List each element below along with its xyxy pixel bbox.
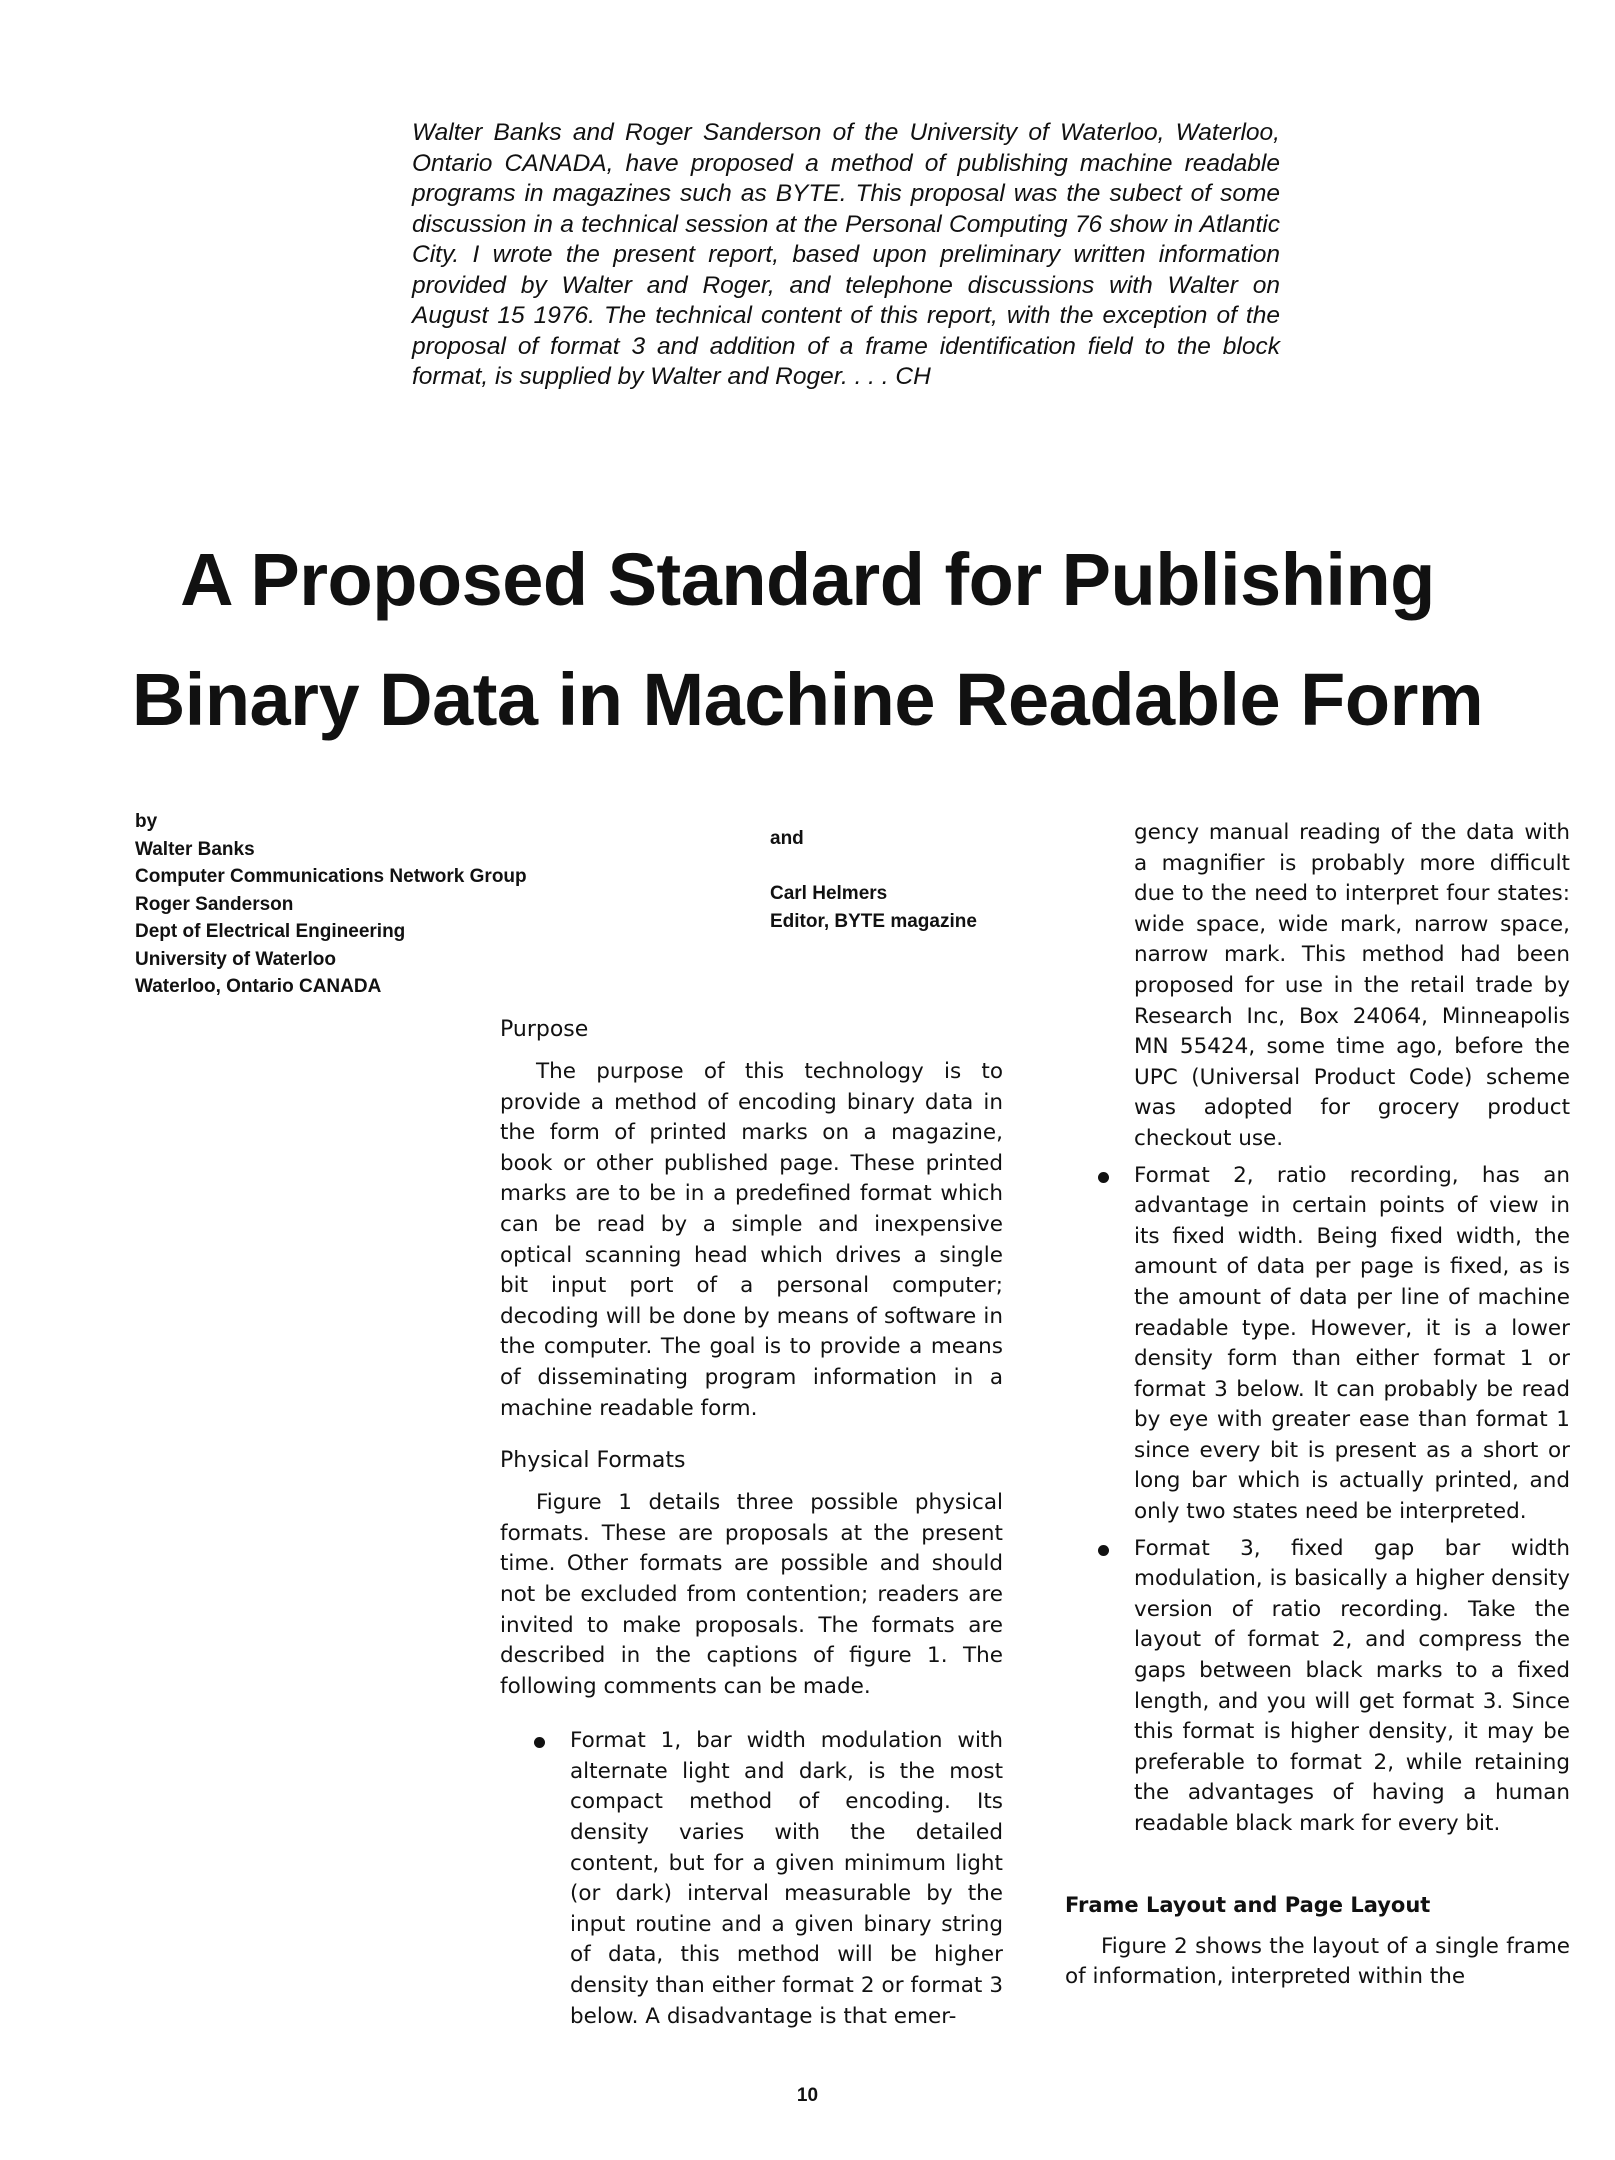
list-item [530,1726,1003,2032]
right-column [1065,818,1570,1993]
article-title-line-1: A Proposed Standard for Publishing [180,538,1435,621]
article-title [60,520,1555,760]
article-title-line-2: Binary Data in Machine Readable Form [131,658,1484,741]
byline-affiliation-2: Dept of Electrical Engineering [135,921,406,942]
byline-editor-name: Carl Helmers [770,883,888,904]
format-3-text: Format 3, fixed gap bar width modulation, is basically a higher density version of ratio recording. Take the layout of format 2, and compress the gaps between black marks to a fixed length, and you will get format 3. Since this format is higher density, it may be preferable to format 2, while retaining the advantages of having a human readable black mark for every bit. [1134,1535,1570,1836]
middle-column [500,1015,1003,2032]
physical-formats-paragraph: Figure 1 details three possible physical formats. These are proposals at the present time. Other formats are possible and should not be excluded from contention; readers are invited to make proposals. The formats are described in the captions of figure 1. The following comments can be made. [500,1490,1003,1699]
purpose-heading: Purpose [500,1017,589,1042]
bullet-icon [534,1737,545,1748]
format-2-text: Format 2, ratio recording, has an advantage in certain points of view in its fixed width. Being fixed width, the amount of data per page is fixed, as is the amount of data per line of machine readable type. However, it is a lower density form than either format 1 or format 3 below. It can probably be read by eye with greater ease than format 1 since every bit is present as a short or long bar which is actually printed, and only two states need be interpreted. [1134,1162,1570,1525]
formats-list-middle [530,1726,1003,2032]
page-number: 10 [796,2085,819,2106]
byline-editor-role: Editor, BYTE magazine [770,910,977,932]
bullet-icon [1098,1172,1109,1183]
physical-formats-heading: Physical Formats [500,1448,686,1474]
bullet-icon [1098,1545,1109,1556]
byline-author-2: Roger Sanderson [135,893,294,915]
formats-list-right [1094,1161,1570,1840]
list-item [1094,1161,1570,1528]
purpose-paragraph: The purpose of this technology is to provide a method of encoding binary data in the form of printed marks on a magazine, book or other published page. These printed marks are to be in a predefined format which can be read by a simple and inexpensive optical scanning head which drives a single bit input port of a personal computer; decoding will be done by means of software in the computer. The goal is to provide a means of disseminating program information in a machine readable form. [500,1059,1003,1421]
byline-and: and [770,828,804,849]
byline-affiliation-4: Waterloo, Ontario CANADA [135,976,382,997]
frame-layout-heading: Frame Layout and Page Layout [1065,1892,1431,1917]
byline-editor [770,880,1030,935]
format-1-text: Format 1, bar width modulation with alternate light and dark, is the most compact method of encoding. Its density varies with the detailed content, but for a given minimum light (or dark) interval measurable by the input routine and a given binary string of data, this method will be higher density than either format 2 or format 3 below. A disadvantage is that emer- [570,1728,1003,2029]
intro-paragraph: Walter Banks and Roger Sanderson of the University of Waterloo, Waterloo, Ontario CANADA, have proposed a method of publishing machine readable programs in magazines such as BYTE. This proposal was the subect of some discussion in a technical session at the Personal Computing 76 show in Atlantic City. I wrote the present report, based upon preliminary written information provided by Walter and Roger, and telephone discussions with Walter on August 15 1976. The technical content of this report, with the exception of the proposal of format 3 and addition of a frame identification field to the block format, is supplied by Walter and Roger. . . . CH [412,119,1280,390]
list-item [1094,1534,1570,1840]
byline-authors [135,808,655,1001]
byline-by: by [135,811,158,832]
format-1-continuation: gency manual reading of the data with a magnifier is probably more difficult due to the need to interpret four states: wide space, wide mark, narrow space, narrow mark. This method had been proposed for use in the retail trade by Research Inc, Box 24064, Minneapolis MN 55424, some time ago, before the UPC (Universal Product Code) scheme was adopted for grocery product checkout use. [1134,820,1570,1151]
byline-affiliation-3: University of Waterloo [135,948,336,970]
frame-layout-paragraph: Figure 2 shows the layout of a single frame of information, interpreted within the [1065,1933,1570,1990]
byline-author-1: Walter Banks [135,838,255,860]
byline-affiliation-1: Computer Communications Network Group [135,866,527,887]
